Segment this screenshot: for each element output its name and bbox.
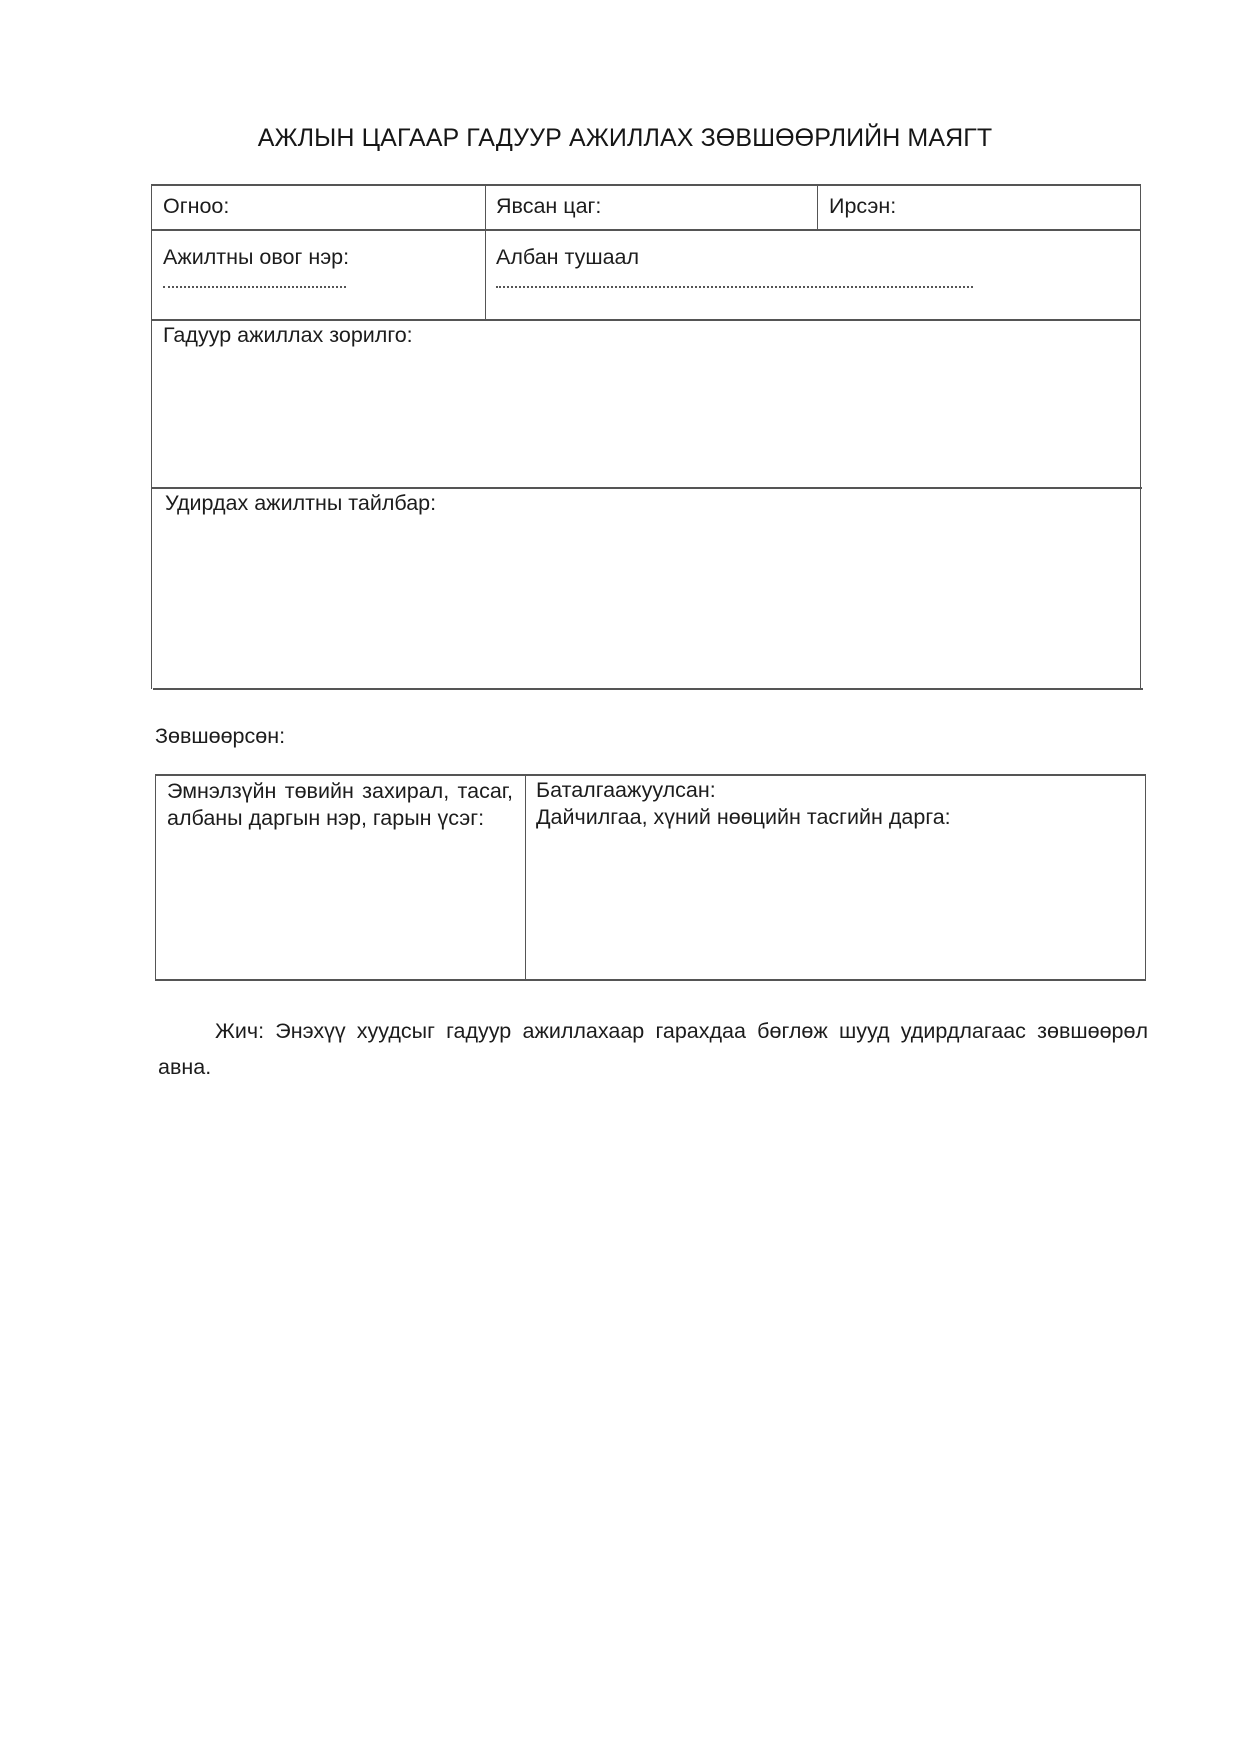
- hr-confirmation-cell[interactable]: [526, 775, 1145, 979]
- note-paragraph: Жич: Энэхүү хуудсыг гадуур ажиллахаар гарахдаа бөглөж шууд удирдлагаас зөвшөөрөл авна.: [158, 1019, 1148, 1079]
- employee-name-label: Ажилтны овог нэр:: [163, 245, 350, 269]
- position-field[interactable]: [496, 286, 973, 288]
- position-label: Албан тушаал: [496, 245, 640, 269]
- employee-name-field[interactable]: [163, 286, 346, 288]
- departure-time-label: Явсан цаг:: [496, 194, 602, 218]
- approval-border-right: [1145, 774, 1146, 980]
- hr-head-label: Дайчилгаа, хүний нөөцийн тасгийн дарга:: [536, 805, 951, 829]
- director-signature-label: Эмнэлзүйн төвийн захирал, тасаг, албаны даргын нэр, гарын үсэг:: [167, 779, 513, 830]
- position-cell: [486, 230, 1140, 319]
- departure-time-cell[interactable]: [486, 185, 817, 229]
- arrival-label: Ирсэн:: [829, 194, 897, 218]
- date-cell[interactable]: [152, 185, 485, 229]
- approved-label: Зөвшөөрсөн:: [155, 724, 286, 748]
- employee-name-cell: [152, 230, 485, 319]
- approval-border-bottom: [155, 979, 1146, 981]
- director-signature-cell[interactable]: [156, 775, 525, 979]
- manager-comment-label: Удирдах ажилтны тайлбар:: [165, 491, 437, 515]
- date-label: Огноо:: [163, 194, 230, 218]
- manager-comment-cell[interactable]: [153, 488, 1140, 688]
- purpose-label: Гадуур ажиллах зорилго:: [163, 323, 413, 347]
- table-border-bottom: [153, 688, 1143, 690]
- arrival-cell[interactable]: [818, 185, 1140, 229]
- form-title: АЖЛЫН ЦАГААР ГАДУУР АЖИЛЛАХ ЗӨВШӨӨРЛИЙН МАЯГТ: [257, 124, 993, 152]
- purpose-cell[interactable]: [152, 320, 1140, 487]
- table-border-right: [1140, 184, 1141, 689]
- confirmed-label: Баталгаажуулсан:: [536, 778, 716, 802]
